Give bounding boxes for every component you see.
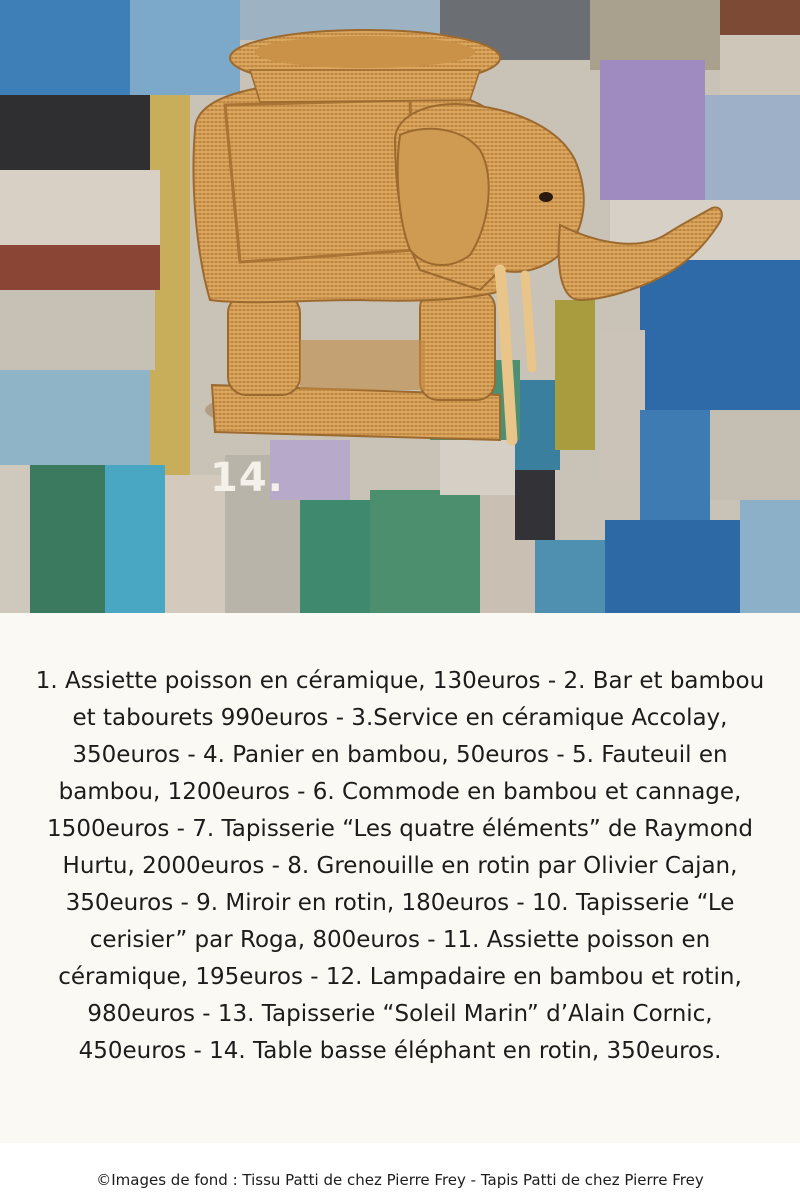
footer [0, 1143, 800, 1198]
caption-panel [0, 613, 800, 1143]
image-credit: ©Images de fond : Tissu Patti de chez Pierre Frey - Tapis Patti de chez Pierre Frey [96, 1171, 704, 1189]
item-number-label: 14. [210, 455, 284, 501]
product-list-caption: 1. Assiette poisson en céramique, 130euros - 2. Bar et bambou et tabourets 990euros - 3.Service en céramique Accolay, 350euros - 4. Panier en bambou, 50euros - 5. Fauteuil en bambou, 1200euros - 6. Commode en bambou et cannage, 1500euros - 7. Tapisserie “Les quatre éléments” de Raymond Hurtu, 2000euros - 8. Grenouille en rotin par Olivier Cajan, 350euros - 9. Miroir en rotin, 180euros - 10. Tapisserie “Le cerisier” par Roga, 800euros - 11. Assiette poisson en céramique, 195euros - 12. Lampadaire en bambou et rotin, 980euros - 13. Tapisserie “Soleil Marin” d’Alain Cornic, 450euros - 14. Table basse éléphant en rotin, 350euros. [35, 668, 765, 1064]
